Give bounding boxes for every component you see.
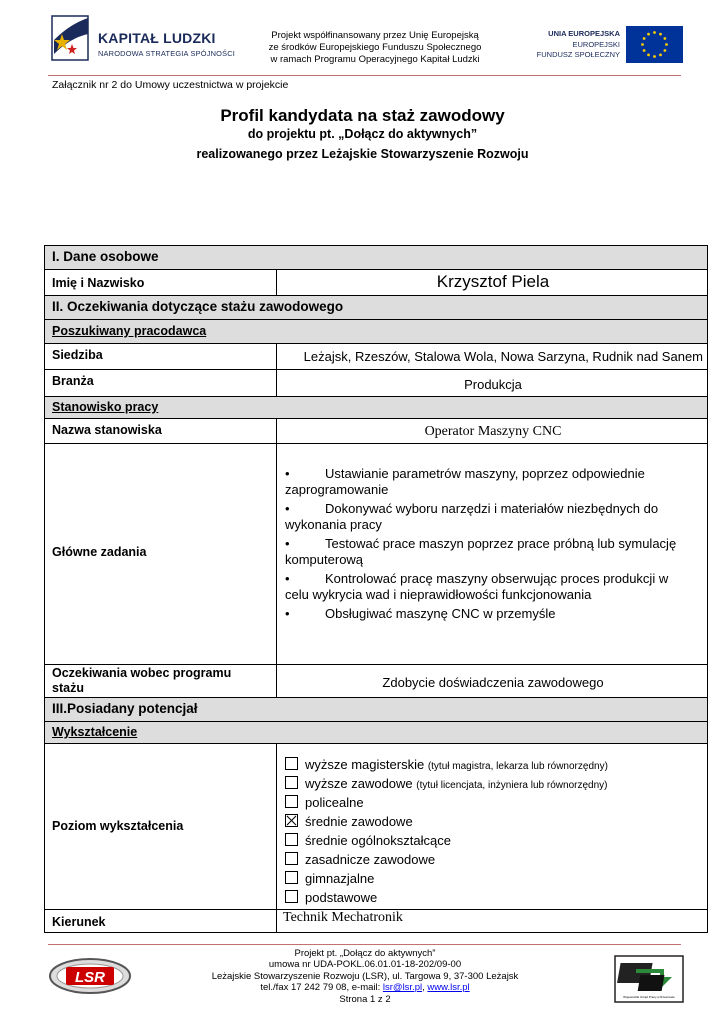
tasks-label: Główne zadania [52, 545, 147, 559]
page-subtitle: realizowanego przez Leżajskie Stowarzyszenie Rozwoju [196, 147, 529, 161]
eu-star-icon [641, 43, 644, 46]
seat-label: Siedziba [52, 348, 103, 362]
eu-star-icon [659, 33, 662, 36]
kapital-ludzki-subtitle: NARODOWA STRATEGIA SPÓJNOŚCI [98, 49, 236, 58]
education-option[interactable] [285, 871, 608, 890]
footer-separator: , [422, 982, 428, 994]
task-text: Dokonywać wyboru narzędzi i materiałów niezbędnych do wykonania pracy [285, 501, 659, 532]
bullet: • [285, 466, 290, 481]
row-position [44, 418, 708, 443]
option-label: średnie ogólnokształcące [305, 833, 451, 848]
profile-table [44, 245, 708, 933]
checkbox[interactable] [285, 833, 298, 846]
row-position-header [44, 396, 708, 418]
option-note: (tytuł magistra, lekarza lub równorzędny) [427, 761, 608, 772]
eu-star-icon [659, 53, 662, 56]
task-text: Ustawianie parametrów maszyny, poprzez odpowiednie zaprogramowanie [285, 466, 645, 497]
option-label: wyższe magisterskie [305, 757, 425, 772]
expectations-label [52, 666, 231, 696]
eu-line: UNIA EUROPEJSKA [548, 29, 620, 38]
footer-rule [48, 944, 681, 945]
education-option[interactable] [285, 833, 608, 852]
eu-star-icon [643, 37, 646, 40]
bullet: • [285, 606, 290, 621]
row-direction [44, 909, 708, 933]
option-label: policealne [305, 795, 364, 810]
task-text: Obsługiwać maszynę CNC w przemyśle [325, 606, 556, 621]
row-employer-header [44, 319, 708, 343]
header-rule [48, 75, 681, 76]
eu-line: FUNDUSZ SPOŁECZNY [536, 50, 620, 59]
wup-logo-text: Wojewódzki Urząd Pracy w Rzeszowie [623, 995, 675, 999]
task-text: Testować prace maszyn poprzez prace próbną lub symulację komputerową [285, 536, 677, 567]
education-header: Wykształcenie [52, 725, 138, 739]
checkbox[interactable] [285, 776, 298, 789]
checkbox[interactable] [285, 795, 298, 808]
row-main-tasks [44, 443, 708, 664]
kapital-ludzki-title: KAPITAŁ LUDZKI [98, 30, 216, 46]
list-item [285, 536, 695, 567]
name-label: Imię i Nazwisko [52, 276, 145, 290]
education-option[interactable] [285, 852, 608, 871]
position-value: Operator Maszyny CNC [424, 424, 562, 439]
eu-star-icon [653, 55, 656, 58]
list-item [285, 466, 695, 497]
eu-star-icon [643, 49, 646, 52]
bullet: • [285, 571, 290, 586]
row-education-header [44, 721, 708, 743]
expectations-label-line: stażu [52, 681, 84, 695]
section-personal-data [44, 245, 708, 269]
section-title: II. Oczekiwania dotyczące stażu zawodowego [52, 299, 344, 314]
footer-text [180, 948, 550, 1005]
footer-contact-prefix: tel./fax 17 242 79 08, e-mail: [260, 982, 383, 994]
section-title: III.Posiadany potencjał [52, 701, 198, 716]
cofinance-line: ze środków Europejskiego Funduszu Społecznego [268, 42, 482, 53]
option-label: podstawowe [305, 890, 378, 905]
footer-line: umowa nr UDA-POKL.06.01.01-18-202/09-00 [268, 959, 462, 971]
checkbox[interactable] [285, 852, 298, 865]
checkbox[interactable] [285, 871, 298, 884]
row-seat [44, 343, 708, 369]
bullet: • [285, 501, 290, 516]
option-label: zasadnicze zawodowe [305, 852, 436, 867]
expectations-label-line: Oczekiwania wobec programu [52, 666, 232, 680]
checkbox[interactable] [285, 757, 298, 770]
position-header: Stanowisko pracy [52, 400, 159, 414]
task-text: Kontrolować pracę maszyny obserwując proces produkcji w celu wykrycia wad i nieprawidłowości funkcjonowania [285, 571, 669, 602]
option-label: średnie zawodowe [305, 814, 413, 829]
cofinance-notice [250, 30, 500, 66]
direction-value: Technik Mechatronik [283, 910, 403, 925]
page-subtitle: do projektu pt. „Dołącz do aktywnych” [247, 127, 478, 141]
education-option[interactable] [285, 814, 608, 833]
eu-star-icon [647, 33, 650, 36]
website-link[interactable]: www.lsr.pl [427, 982, 470, 994]
option-label: gimnazjalne [305, 871, 375, 886]
eu-star-icon [647, 53, 650, 56]
industry-label: Branża [52, 374, 94, 388]
education-level-label: Poziom wykształcenia [52, 819, 184, 833]
section-expectations [44, 295, 708, 319]
list-item [285, 571, 695, 602]
bullet: • [285, 536, 290, 551]
row-industry [44, 369, 708, 396]
eu-flag-icon [626, 26, 683, 63]
row-education-level [44, 743, 708, 909]
lsr-logo-text: LSR [75, 969, 105, 986]
option-label: wyższe zawodowe [305, 776, 413, 791]
education-option[interactable] [285, 757, 608, 776]
checkbox-checked[interactable] [285, 814, 298, 827]
employer-header: Poszukiwany pracodawca [52, 324, 207, 338]
email-link[interactable]: lsr@lsr.pl [382, 982, 423, 994]
list-item [285, 606, 695, 622]
lsr-logo [48, 957, 132, 995]
footer-line: Leżajskie Stowarzyszenie Rozwoju (LSR), ul. Targowa 9, 37-300 Leżajsk [211, 970, 519, 982]
industry-value: Produkcja [464, 377, 522, 392]
expectations-value: Zdobycie doświadczenia zawodowego [382, 675, 604, 690]
wup-logo [614, 955, 684, 1003]
eu-line: EUROPEJSKI [572, 39, 620, 49]
list-item [285, 501, 695, 532]
section-title: I. Dane osobowe [52, 249, 159, 264]
option-note: (tytuł licencjata, inżyniera lub równorzędny) [416, 780, 608, 791]
footer-line: Projekt pt. „Dołącz do aktywnych” [294, 948, 436, 959]
eu-star-icon [663, 49, 666, 52]
eu-star-icon [653, 31, 656, 34]
row-program-expectations [44, 664, 708, 697]
eu-star-icon [663, 37, 666, 40]
direction-label: Kierunek [52, 915, 106, 929]
annex-note: Załącznik nr 2 do Umowy uczestnictwa w projekcie [52, 79, 289, 91]
footer-contact [180, 982, 550, 993]
education-option[interactable] [285, 795, 608, 814]
kapital-ludzki-flag-icon [50, 14, 90, 62]
education-options [285, 757, 608, 909]
row-name [44, 269, 708, 295]
section-potential [44, 697, 708, 721]
eu-star-icon [665, 43, 668, 46]
checkbox[interactable] [285, 890, 298, 903]
page-number: Strona 1 z 2 [339, 993, 391, 1005]
kapital-ludzki-logo [50, 14, 236, 70]
tasks-list [285, 466, 695, 626]
education-option[interactable] [285, 776, 608, 795]
cofinance-line: Projekt współfinansowany przez Unię Europejską [271, 30, 479, 41]
position-label: Nazwa stanowiska [52, 423, 162, 437]
page-title: Profil kandydata na staż zawodowy [220, 106, 505, 125]
eu-logo-text [530, 29, 620, 61]
education-option[interactable] [285, 890, 608, 909]
name-value: Krzysztof Piela [436, 272, 550, 291]
cofinance-line: w ramach Programu Operacyjnego Kapitał Ludzki [270, 54, 480, 65]
seat-value: Leżajsk, Rzeszów, Stalowa Wola, Nowa Sarzyna, Rudnik nad Sanem [303, 349, 703, 364]
